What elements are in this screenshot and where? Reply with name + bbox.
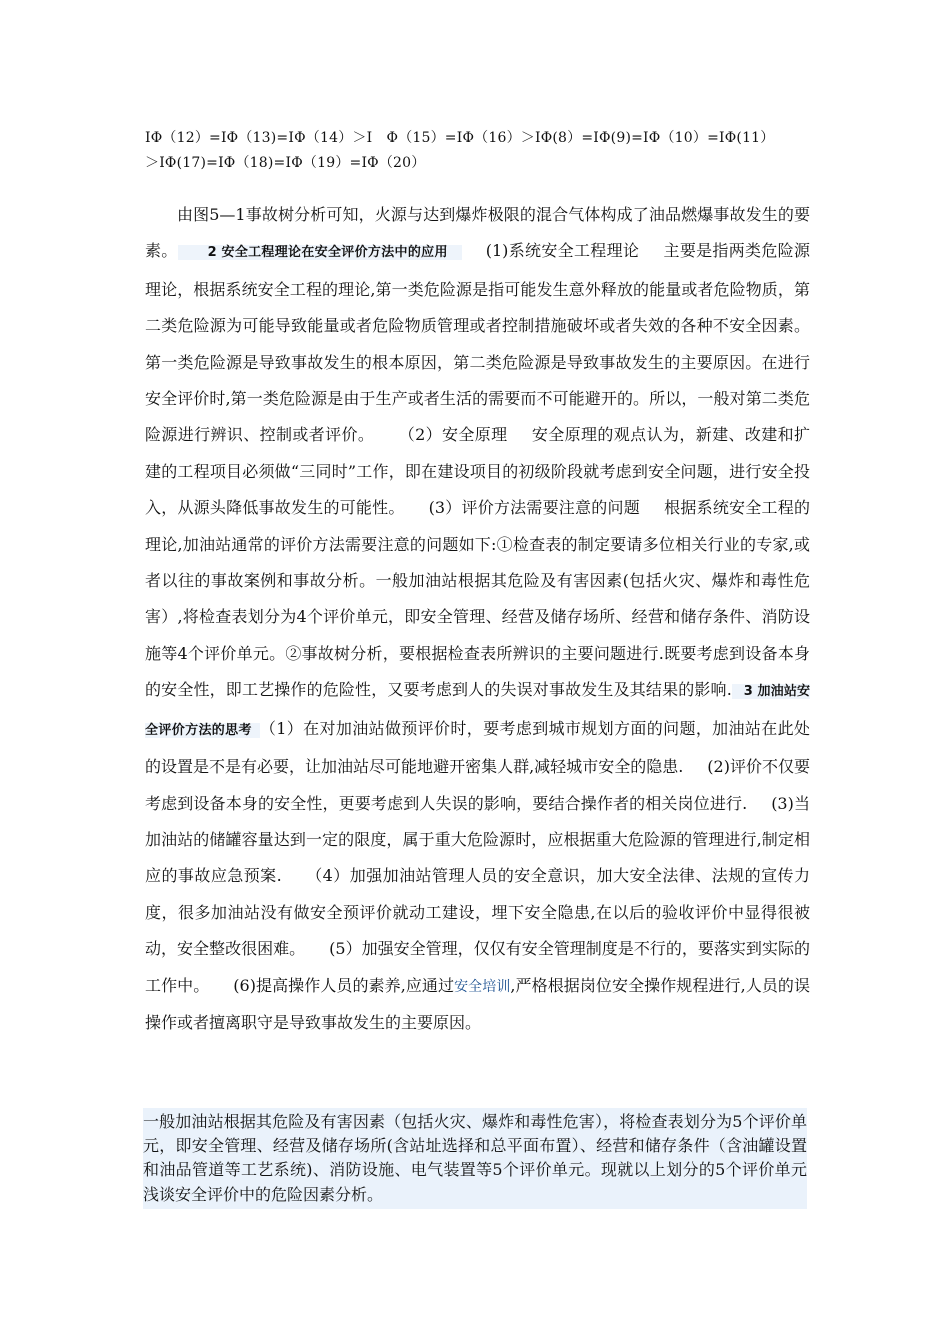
item-major-hazard: (3)当加油站的储罐容量达到一定的限度，属于重大危险源时，应根据重大危险源的管理进行,制定相应的事故应急预案. [145, 793, 810, 886]
subsection-safety-principle: （2）安全原理 [398, 425, 508, 445]
safety-training-link[interactable]: 安全培训 [454, 978, 511, 995]
item-safety-awareness: （4）加强加油站管理人员的安全意识，加大安全法律、法规的宣传力度，很多加油站没有做安全预评价就动工建设，埋下安全隐患,在以后的验收评价中显得很被动，安全整改很困难。 [145, 866, 810, 959]
paragraph-intro: 由图5—1事故树分析可知，火源与达到爆炸极限的混合气体构成了油品燃爆事故发生的要素。 [145, 205, 810, 261]
formula-block [145, 126, 815, 176]
paragraph-hazard-theory: 主要是指两类危险源理论，根据系统安全工程的理论,第一类危险源是指可能发生意外释放的能量或者危险物质，第二类危险源为可能导致能量或者危险物质管理或者控制措施破坏或者失效的各种不安全因素。第一类危险源是导致事故发生的根本原因，第二类危险源是导致事故发生的主要原因。在进行安全评价时,第一类危险源是由于生产或者生活的需要而不可能避开的。所以，一般对第二类危险源进行辨识、控制或者评价。 [145, 241, 810, 445]
formula-line-2: ＞IΦ(17)=IΦ（18)=IΦ（19）=IΦ（20） [145, 155, 426, 171]
section-heading-3: 3 加油站安全评价方法的思考 [145, 684, 811, 738]
formula-line-1: IΦ（12）=IΦ（13)=IΦ（14）＞I Φ（15）=IΦ（16）＞IΦ(8）=IΦ(9)=IΦ（10）=IΦ(11） [145, 130, 775, 146]
item-safety-management: (5）加强安全管理，仅仅有安全管理制度是不行的，要落实到实际的工作中。 [145, 939, 810, 995]
paragraph-safety-principle: 安全原理的观点认为，新建、改建和扩建的工程项目必须做“三同时”工作，即在建设项目的初级阶段就考虑到安全问题，进行安全投入，从源头降低事故发生的可能性。 [145, 425, 810, 518]
subsection-evaluation-issues: (3）评价方法需要注意的问题 [428, 498, 640, 518]
subsection-system-safety: (1)系统安全工程理论 [485, 241, 640, 261]
paragraph-evaluation-issues: 根据系统安全工程的理论,加油站通常的评价方法需要注意的问题如下:①检查表的制定要请多位相关行业的专家,或者以往的事故案例和事故分析。一般加油站根据其危险及有害因素(包括火灾、爆炸和毒性危害）,将检查表划分为4个评价单元，即安全管理、经营及储存场所、经营和储存条件、消防设施等4个评价单元。②事故树分析，要根据检查表所辨识的主要问题进行.既要考虑到设备本身的安全性，即工艺操作的危险性，又要考虑到人的失误对事故发生及其结果的影响. [145, 498, 810, 700]
item-operator-quality: (6)提高操作人员的素养,应通过 [233, 975, 455, 995]
section-heading-2: 2 安全工程理论在安全评价方法中的应用 [178, 245, 462, 260]
item-human-error: (2)评价不仅要考虑到设备本身的安全性，更要考虑到人失误的影响，要结合操作者的相关岗位进行. [145, 757, 810, 813]
item-operator-quality-end: ,严格根据岗位安全操作规程进行,人员的误操作或者擅离职守是导致事故发生的主要原因。 [145, 975, 810, 1032]
item-pre-evaluation: （1）在对加油站做预评价时，要考虑到城市规划方面的问题，加油站在此处的设置是不是有必要，让加油站尽可能地避开密集人群,减轻城市安全的隐患. [145, 718, 810, 777]
body-paragraph [145, 197, 810, 1041]
highlighted-paragraph: 一般加油站根据其危险及有害因素（包括火灾、爆炸和毒性危害），将检查表划分为5个评价单元，即安全管理、经营及储存场所(含站址选择和总平面布置）、经营和储存条件（含油罐设置和油品管道等工艺系统)、消防设施、电气装置等5个评价单元。现就以上划分的5个评价单元浅谈安全评价中的危险因素分析。 [143, 1108, 807, 1209]
